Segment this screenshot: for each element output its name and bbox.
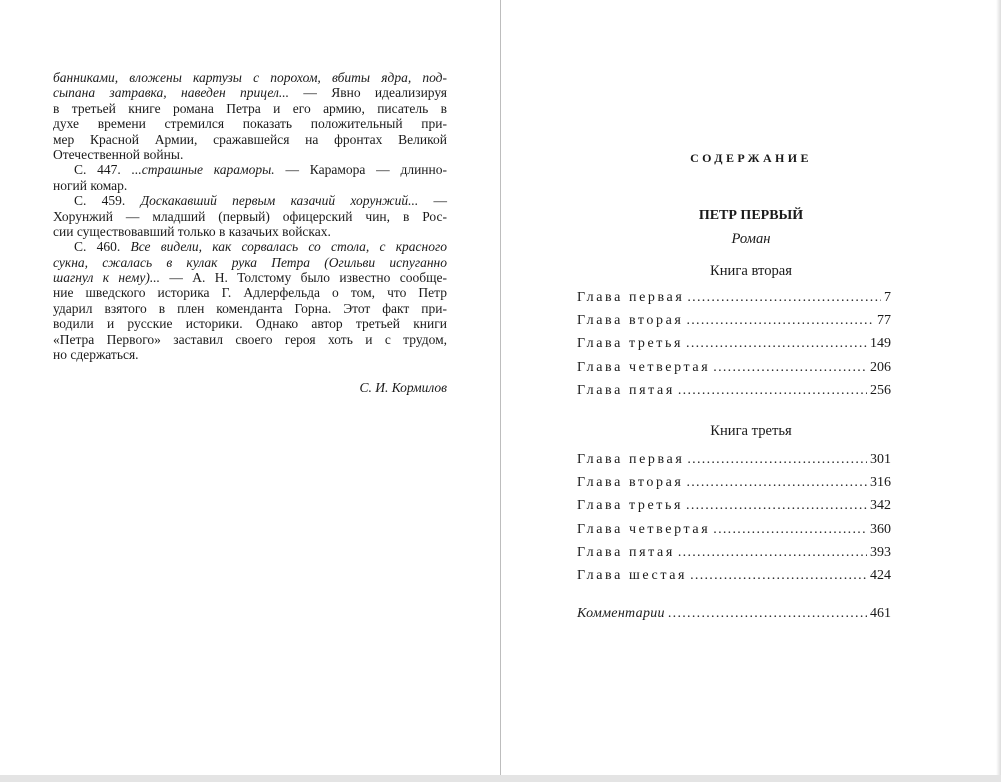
dot-leader — [687, 290, 881, 306]
quoted-phrase: сыпана затравка, наведен прицел... — [53, 85, 290, 101]
entry-title: Глава первая — [577, 290, 685, 305]
quoted-phrase: сукна, сжалась в кулак рука Петра (Огильви испуганно — [53, 254, 447, 270]
entry-page-number: 256 — [870, 382, 891, 398]
text-line — [53, 270, 447, 285]
text-line — [53, 209, 447, 224]
text-line — [53, 147, 447, 162]
text-line — [53, 85, 447, 100]
text-line — [53, 285, 447, 300]
text-segment: Хорунжий — младший (первый) офицерский чин, в Рос- — [53, 208, 447, 224]
text-line — [53, 70, 447, 85]
text-segment: «Петра Первого» заставил своего героя хоть и с трудом, — [53, 331, 447, 347]
text-segment: ударил взятого в плен коменданта Горна. Этот факт при- — [53, 300, 447, 316]
quoted-phrase: ...страшные караморы. — [131, 162, 275, 178]
dot-leader — [686, 336, 867, 352]
scan-bottom-edge — [0, 775, 1001, 782]
text-line — [53, 301, 447, 316]
right-page — [501, 0, 1001, 775]
toc-entry — [577, 336, 891, 352]
left-page — [0, 0, 500, 775]
toc-entry — [577, 475, 891, 491]
text-line — [53, 116, 447, 131]
text-line — [53, 178, 447, 193]
text-segment: С. 460. — [74, 239, 131, 255]
toc-entry — [577, 452, 891, 468]
toc-entry — [577, 498, 891, 514]
contents-heading: СОДЕРЖАНИЕ — [690, 151, 812, 165]
dot-leader — [678, 545, 867, 561]
text-line — [53, 162, 447, 177]
text-segment: мер Красной Армии, сражавшейся на фронтах Великой — [53, 131, 447, 147]
toc-entry — [577, 360, 891, 376]
text-segment: но сдержаться. — [53, 347, 139, 363]
entry-page-number: 360 — [870, 521, 891, 537]
entry-page-number: 393 — [870, 544, 891, 560]
entry-page-number: 149 — [870, 336, 891, 352]
text-line — [53, 316, 447, 331]
text-line — [53, 193, 447, 208]
dot-leader — [678, 383, 867, 399]
text-segment: — — [418, 193, 447, 209]
toc-entry — [577, 606, 891, 622]
entry-page-number: 461 — [870, 606, 891, 621]
dot-leader — [686, 313, 874, 329]
text-line — [53, 132, 447, 147]
text-line — [53, 255, 447, 270]
entry-title: Глава третья — [577, 336, 684, 352]
dot-leader — [713, 522, 867, 538]
entry-page-number: 7 — [884, 290, 891, 305]
dot-leader — [687, 452, 867, 468]
entry-title: Глава четвертая — [577, 359, 711, 375]
entry-title: Глава вторая — [577, 313, 684, 329]
text-line — [53, 347, 447, 362]
entry-page-number: 301 — [870, 452, 891, 467]
author-signature: С. И. Кормилов — [359, 380, 447, 395]
text-segment: ногий комар. — [53, 177, 128, 193]
toc-entry — [577, 383, 891, 399]
text-segment: ние шведского историка Г. Адлерфельда о том, что Петр — [53, 285, 447, 301]
entry-title: Глава пятая — [577, 544, 675, 560]
text-segment: — Карамора — длинно- — [274, 162, 447, 178]
entry-page-number: 342 — [870, 498, 891, 514]
text-line — [53, 239, 447, 254]
entry-title: Глава четвертая — [577, 521, 711, 537]
text-segment: С. 459. — [74, 193, 141, 209]
entry-title: Глава третья — [577, 498, 684, 514]
toc-entry — [577, 290, 891, 306]
book-title: Книга вторая — [710, 263, 792, 279]
entry-title: Глава пятая — [577, 382, 675, 398]
dot-leader — [686, 498, 867, 514]
text-segment: — Явно идеализируя — [289, 85, 447, 101]
dot-leader — [713, 360, 867, 376]
text-line — [53, 224, 447, 239]
text-segment: водили и русские историки. Однако автор третьей книги — [53, 316, 447, 332]
toc-entry — [577, 545, 891, 561]
entry-title: Глава шестая — [577, 568, 688, 583]
book-title: Книга третья — [710, 423, 792, 439]
quoted-phrase: Доскакавший первым казачий хорунжий... — [140, 193, 419, 209]
entry-page-number: 77 — [877, 313, 891, 329]
work-title: ПЕТР ПЕРВЫЙ — [698, 208, 804, 223]
entry-page-number: 206 — [870, 359, 891, 375]
quoted-phrase: шагнул к нему)... — [53, 270, 161, 286]
commentary-text — [53, 70, 447, 362]
page-edge — [996, 0, 1001, 775]
text-line — [53, 332, 447, 347]
quoted-phrase: банниками, вложены картузы с порохом, вбиты ядра, под- — [53, 70, 447, 85]
entry-title: Глава вторая — [577, 475, 684, 491]
entry-title: Глава первая — [577, 452, 685, 467]
text-segment: — А. Н. Толстому было известно сообще- — [160, 270, 447, 286]
work-subtitle: Роман — [731, 231, 771, 247]
dot-leader — [690, 568, 867, 584]
text-line — [53, 101, 447, 116]
entry-page-number: 316 — [870, 475, 891, 491]
toc-entry — [577, 313, 891, 329]
toc-entry — [577, 522, 891, 538]
dot-leader — [686, 475, 867, 491]
text-segment: в третьей книге романа Петра и его армию, писатель в — [53, 100, 447, 116]
entry-page-number: 424 — [870, 568, 891, 583]
text-segment: сии существовавший только в казачьих войсках. — [53, 223, 331, 239]
entry-title: Комментарии — [577, 606, 665, 621]
dot-leader — [668, 606, 867, 622]
text-segment: духе времени стремился показать положительный при- — [53, 116, 447, 132]
text-segment: С. 447. — [74, 162, 132, 178]
toc-entry — [577, 568, 891, 584]
quoted-phrase: Все видели, как сорвалась со стола, с красного — [130, 239, 447, 255]
text-segment: Отечественной войны. — [53, 146, 184, 162]
